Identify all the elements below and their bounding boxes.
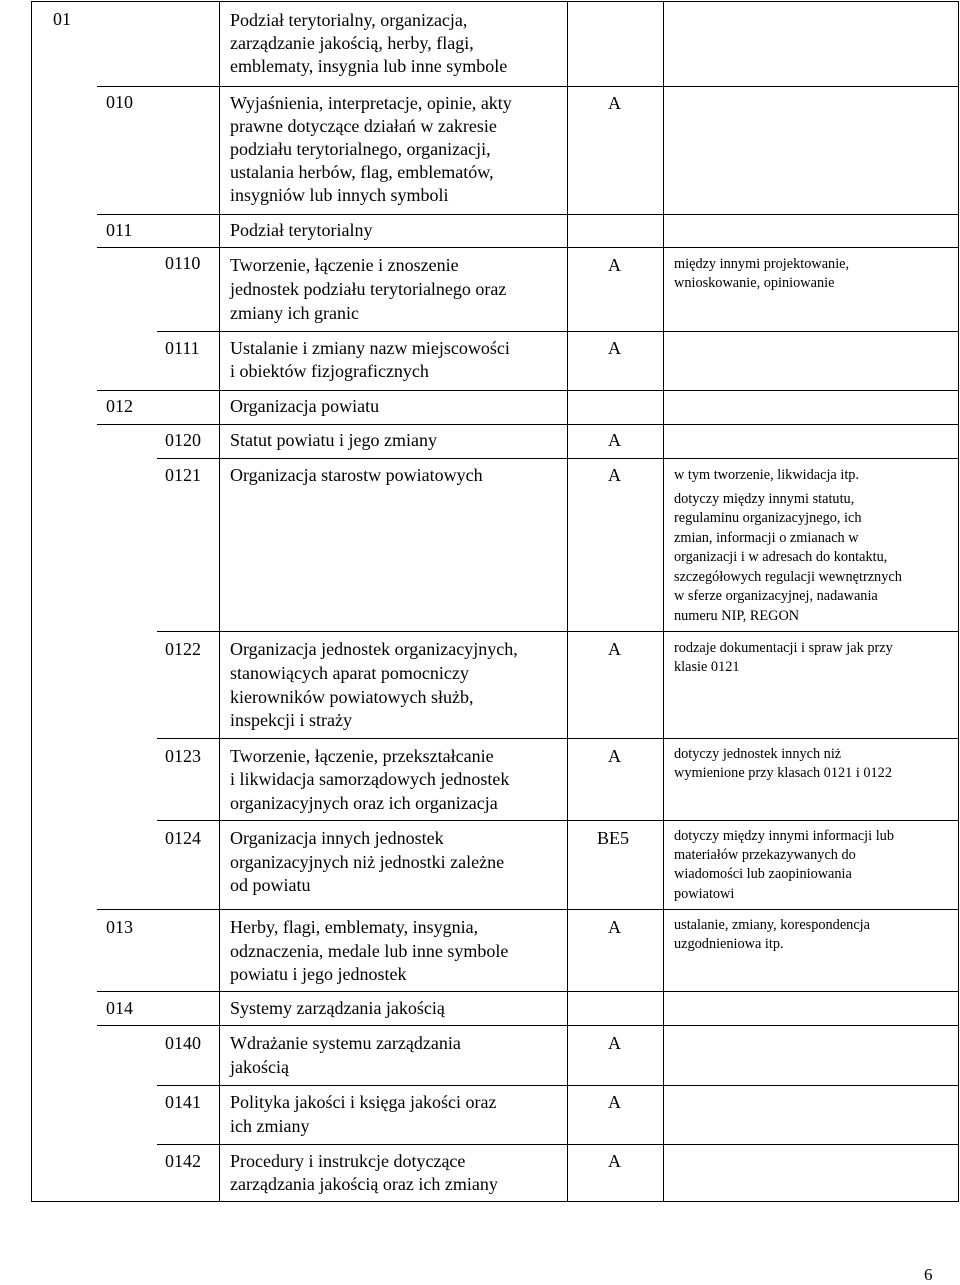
row-separator	[157, 631, 958, 632]
archive-category: A	[608, 465, 621, 485]
remark-line: wiadomości lub zaopiniowania	[674, 866, 852, 882]
entry-description-line: stanowiących aparat pomocniczy	[230, 663, 469, 683]
entry-description-line: Organizacja powiatu	[230, 396, 380, 416]
row-separator	[97, 1025, 958, 1026]
archive-category: A	[608, 917, 621, 937]
remark-line: klasie 0121	[674, 659, 740, 675]
entry-description-line: Statut powiatu i jego zmiany	[230, 430, 437, 450]
entry-description-line: Wdrażanie systemu zarządzania	[230, 1033, 461, 1053]
row-separator	[97, 214, 958, 215]
symbol-code: 01	[53, 9, 71, 29]
entry-description-line: i obiektów fizjograficznych	[230, 361, 429, 381]
entry-description-line: Procedury i instrukcje dotyczące	[230, 1151, 466, 1171]
entry-description-line: Organizacja starostw powiatowych	[230, 465, 483, 485]
symbol-code: 0141	[165, 1092, 201, 1112]
entry-description-line: odznaczenia, medale lub inne symbole	[230, 941, 509, 961]
symbol-code: 013	[106, 917, 133, 937]
entry-description-line: ich zmiany	[230, 1116, 310, 1136]
symbol-code: 0110	[165, 253, 201, 273]
remark-line: w tym tworzenie, likwidacja itp.	[674, 467, 860, 483]
remark-line: zmian, informacji o zmianach w	[674, 530, 859, 546]
entry-description-line: od powiatu	[230, 875, 311, 895]
entry-description-line: Wyjaśnienia, interpretacje, opinie, akty	[230, 93, 512, 113]
symbol-code: 0120	[165, 430, 201, 450]
archive-category: A	[608, 639, 621, 659]
remark-line: wnioskowanie, opiniowanie	[674, 275, 835, 291]
archive-category: A	[608, 255, 621, 275]
archive-category: A	[608, 93, 621, 113]
remark-line: wymienione przy klasach 0121 i 0122	[674, 765, 892, 781]
entry-description-line: ustalania herbów, flag, emblematów,	[230, 162, 494, 182]
entry-description-line: Podział terytorialny, organizacja,	[230, 10, 468, 30]
entry-description-line: Polityka jakości i księga jakości oraz	[230, 1092, 497, 1112]
archive-category: BE5	[597, 828, 630, 848]
row-separator	[97, 991, 958, 992]
entry-description-line: Ustalanie i zmiany nazw miejscowości	[230, 338, 510, 358]
entry-description-line: organizacyjnych niż jednostki zależne	[230, 852, 505, 872]
row-separator	[97, 247, 958, 248]
archive-category: A	[608, 1033, 621, 1053]
remark-line: organizacji i w adresach do kontaktu,	[674, 549, 888, 565]
entry-description-line: Systemy zarządzania jakością	[230, 998, 445, 1018]
remark-line: powiatowi	[674, 886, 735, 902]
entry-description-line: Podział terytorialny	[230, 220, 373, 240]
entry-description-line: kierowników powiatowych służb,	[230, 687, 474, 707]
remark-line: numeru NIP, REGON	[674, 608, 800, 624]
entry-description-line: zarządzania jakością oraz ich zmiany	[230, 1174, 498, 1194]
entry-description-line: zarządzanie jakością, herby, flagi,	[230, 33, 474, 53]
remark-line: szczegółowych regulacji wewnętrznych	[674, 569, 902, 585]
entry-description-line: prawne dotyczące działań w zakresie	[230, 116, 497, 136]
entry-description-line: inspekcji i straży	[230, 710, 352, 730]
remark-line: między innymi projektowanie,	[674, 256, 850, 272]
table-left-border	[31, 1, 32, 1202]
row-separator	[157, 331, 958, 332]
entry-description-line: organizacyjnych oraz ich organizacja	[230, 793, 498, 813]
symbol-code: 010	[106, 92, 133, 112]
archive-category: A	[608, 430, 621, 450]
remark-line: materiałów przekazywanych do	[674, 847, 856, 863]
archive-category: A	[608, 338, 621, 358]
page-number: 6	[924, 1265, 933, 1284]
remark-line: regulaminu organizacyjnego, ich	[674, 510, 862, 526]
archive-category: A	[608, 1092, 621, 1112]
symbol-code: 0111	[165, 338, 200, 358]
remark-line: uzgodnieniowa itp.	[674, 936, 784, 952]
row-separator	[157, 1144, 958, 1145]
symbol-code: 011	[106, 220, 133, 240]
entry-description-line: Herby, flagi, emblematy, insygnia,	[230, 917, 479, 937]
entry-description-line: Tworzenie, łączenie i znoszenie	[230, 255, 459, 275]
symbol-code: 0121	[165, 465, 201, 485]
archive-category: A	[608, 1151, 621, 1171]
symbol-code: 014	[106, 998, 133, 1018]
remark-line: w sferze organizacyjnej, nadawania	[674, 588, 878, 604]
entry-description-line: jednostek podziału terytorialnego oraz	[230, 279, 507, 299]
entry-description-line: jakością	[230, 1057, 289, 1077]
remark-line: rodzaje dokumentacji i spraw jak przy	[674, 640, 893, 656]
row-separator	[97, 390, 958, 391]
row-separator	[157, 738, 958, 739]
row-separator	[97, 909, 958, 910]
entry-description-line: emblematy, insygnia lub inne symbole	[230, 56, 508, 76]
row-separator	[157, 1085, 958, 1086]
entry-description-line: powiatu i jego jednostek	[230, 964, 407, 984]
row-separator	[157, 820, 958, 821]
symbol-code: 0122	[165, 639, 201, 659]
entry-description-line: Organizacja innych jednostek	[230, 828, 444, 848]
remark-line: dotyczy między innymi informacji lub	[674, 828, 894, 844]
table-bottom-border	[31, 1201, 959, 1202]
symbol-code: 012	[106, 396, 133, 416]
entry-description-line: i likwidacja samorządowych jednostek	[230, 769, 510, 789]
entry-description-line: Tworzenie, łączenie, przekształcanie	[230, 746, 494, 766]
symbol-code: 0142	[165, 1151, 201, 1171]
column-divider-category	[567, 1, 568, 1202]
entry-description-line: podziału terytorialnego, organizacji,	[230, 139, 491, 159]
row-separator	[97, 86, 958, 87]
row-separator	[97, 424, 958, 425]
table-top-border	[31, 1, 959, 2]
column-divider-remarks	[663, 1, 664, 1202]
archive-category: A	[608, 746, 621, 766]
remark-line: dotyczy między innymi statutu,	[674, 491, 855, 507]
entry-description-line: Organizacja jednostek organizacyjnych,	[230, 639, 518, 659]
remark-line: ustalanie, zmiany, korespondencja	[674, 917, 870, 933]
symbol-code: 0140	[165, 1033, 201, 1053]
entry-description-line: zmiany ich granic	[230, 303, 359, 323]
column-divider-description	[219, 1, 220, 1202]
table-right-border	[958, 1, 959, 1202]
remark-line: dotyczy jednostek innych niż	[674, 746, 842, 762]
symbol-code: 0123	[165, 746, 201, 766]
entry-description-line: insygniów lub innych symboli	[230, 185, 449, 205]
symbol-code: 0124	[165, 828, 201, 848]
row-separator	[157, 458, 958, 459]
